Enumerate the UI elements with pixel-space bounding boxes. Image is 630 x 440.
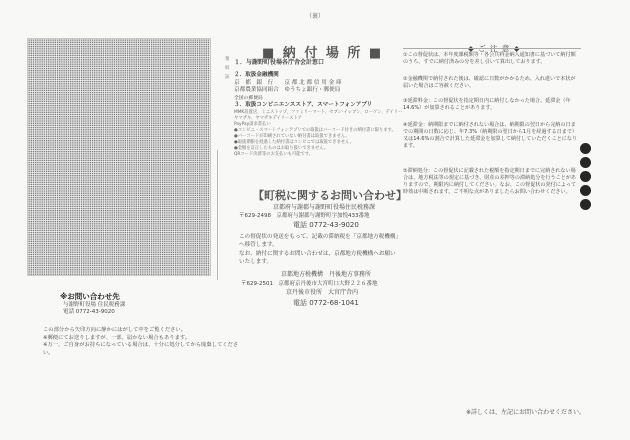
payment-place-1: １．与謝野町役場各庁舎会計窓口 (234, 59, 325, 66)
office-name: 京都府与謝郡与謝野町役場住民税務課 (273, 204, 376, 211)
office-phone: 電話 0772-43-9020 (293, 221, 359, 229)
convenience-line: ●コンビニ・スマートフォンアプリでの取扱はバーコード付きの納付書に限ります。 (234, 127, 396, 133)
org-name: 京都地方税機構 丹後地方事務所 (281, 271, 372, 278)
contact-line: 電話 0772-43-9020 (63, 309, 115, 315)
office-address: 〒629-2498 京都府与謝郡与謝野町字加悦433番地 (239, 213, 370, 219)
convenience-line: PayPay請求書払い (234, 121, 271, 127)
note-line: この部分から矢印方向に静かにはがして中をご覧ください。 (43, 327, 187, 333)
banks-heading: ２．取扱金融機関 (234, 72, 279, 78)
privacy-dot-pattern (27, 38, 211, 276)
note-line: ※万一、ご自身がお持ちになっている場合は、十分に処分してから廃棄してください。 (43, 342, 239, 356)
bank-line: 全国の郵便局 (234, 95, 263, 101)
org-building: 京丹後市役所 大宮庁舎内 (286, 289, 359, 296)
fold-divider (217, 150, 218, 280)
contact-title: ※お問い合わせ先 (60, 292, 120, 301)
side-labels (225, 55, 231, 82)
contact-line: 与謝野町役場 住民税務課 (63, 302, 126, 308)
convenience-line: ●バーコードが印刷されていない納付書は取扱できません。 (234, 133, 350, 139)
page-mark: （裏） (306, 13, 325, 20)
notice-item-5: ⑤滞納処分：この督促状に記載された税額を指定期日までに完納されない場合は、地方税法等の規定に基づき、財産の差押等の滞納処分を行うことがありますので、期限内に納付してください。なお、この督促状の発付によって時効は中断されます。ご不明な点がありましたらお問い合わせください。 (403, 168, 577, 195)
side-label: 領 (225, 57, 230, 62)
tax-inquiry-title: 【町税に関するお問い合わせ】 (253, 189, 407, 202)
notice-item-1: ①この督促状は、本年度課税額等・各公共料金納入通知書に基づいて納付額のうち、すでに納付済みの分を差し引いて算出しております。 (403, 52, 576, 65)
side-label: 収 (225, 66, 230, 71)
binding-hole (580, 199, 591, 210)
convenience-line: ●金額を訂正したものはお取り扱いできません。 (234, 145, 329, 151)
org-phone: 電話 0772-68-1041 (293, 299, 359, 307)
banks-section (234, 72, 404, 102)
transfer-notice: この督促状の発送をもって、記載の滞納税を「京都地方税機構」へ移管します。 (239, 234, 399, 248)
peel-instructions (43, 327, 243, 357)
inquiry-notice: なお、納付に関するお問い合わせは、京都地方税機構へお願いいたします。 (239, 251, 396, 265)
bank-line: 京 都 銀 行 京 都 北 都 信 用 金 庫 (234, 79, 342, 86)
payment-places-title: ■ 納 付 場 所 ■ (262, 46, 384, 61)
binding-hole (580, 143, 591, 154)
notice-item-2: ②金融機関で納付された後は、確認に日数がかかるため、入れ違いで本状が届いた場合はご容赦ください。 (403, 76, 576, 89)
binding-hole (580, 157, 591, 168)
binding-hole (580, 171, 591, 182)
convenience-line: ●取扱期限を経過した納付書はコンビニでは取扱できません。 (234, 139, 355, 145)
binding-hole (580, 185, 591, 196)
convenience-heading: ３．取扱コンビニエンスストア、スマートフォンアプリ (234, 102, 373, 108)
side-label: 証 (225, 75, 230, 80)
bank-line: 京都農業協同組合 ゆうちょ銀行・郵便局 (234, 87, 341, 93)
contact-block (60, 291, 125, 316)
notice-item-3: ③延滞料金：この督促状を指定期日内に納付しなかった場合、延滞金（年14.6%）が加算されることがあります。 (403, 98, 571, 111)
note-line: ※郵便にてお送りしますが、一部、届かない場合もあります。 (43, 334, 191, 341)
convenience-line: MMK設置店、ミニストップ、ファミリーマート、セブン-イレブン、ローソン、デイリーヤマザキ、ヤマザキデイリーストア (234, 109, 403, 121)
notice-item-4: ④延滞金：納期限までに納付されない場合は、納期限の翌日から完納の日までの期間の日数に応じ、年7.3%（納期限の翌日から1月を経過する日まで）又は14.6%の割合で計算した延滞金を加算して納付していただくことになります。 (403, 122, 578, 149)
convenience-section (234, 102, 404, 158)
convenience-line: QRコード決済等のお支払いも可能です。 (234, 151, 314, 157)
notice-footer: ※詳しくは、左記にお問い合わせください。 (466, 409, 586, 416)
notice-rule (403, 48, 581, 49)
org-address: 〒629-2501 京都府京丹後市大宮町口大野２２６番地 (241, 281, 378, 287)
